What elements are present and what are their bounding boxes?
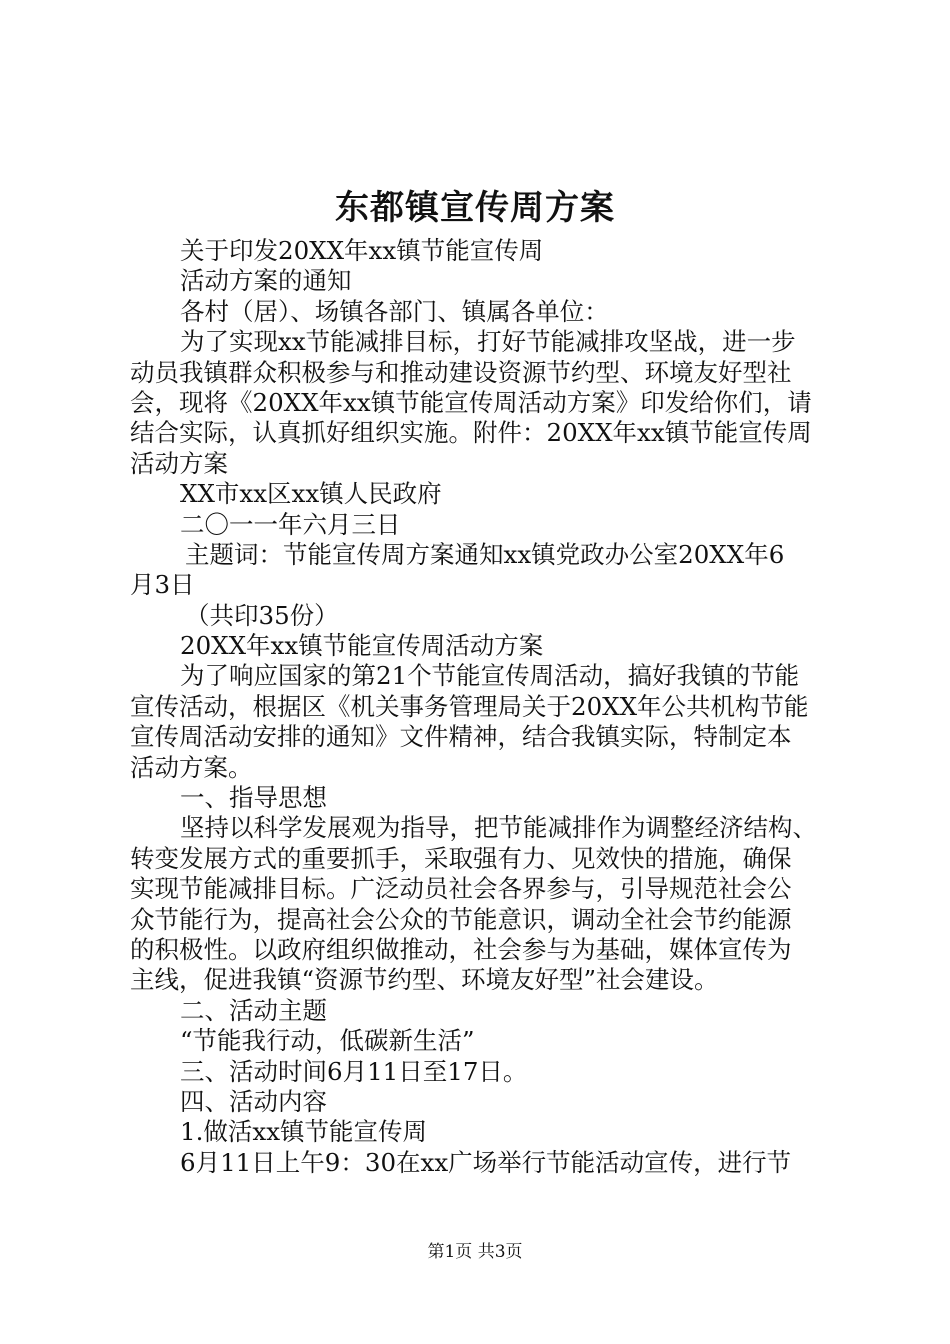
text-line: 各村（居）、场镇各部门、镇属各单位： — [180, 296, 609, 326]
section-heading: 二、活动主题 — [180, 995, 327, 1025]
text-line: 结合实际，认真抓好组织实施。附件：20XX年xx镇节能宣传周 — [130, 418, 812, 448]
text-line: 关于印发20XX年xx镇节能宣传周 — [180, 236, 544, 265]
text-line: 活动方案。 — [130, 752, 253, 782]
section-heading: 四、活动内容 — [180, 1086, 327, 1116]
subsection-heading: 1.做活xx镇节能宣传周 — [180, 1117, 428, 1147]
text-line: 的积极性。以政府组织做推动，社会参与为基础，媒体宣传为 — [130, 934, 792, 964]
text-line: （共印35份） — [185, 600, 339, 630]
text-line: “节能我行动，低碳新生活” — [180, 1026, 475, 1056]
text-line: 6月11日上午9：30在xx广场举行节能活动宣传，进行节 — [180, 1147, 792, 1177]
section-heading: 一、指导思想 — [180, 783, 327, 813]
text-line: 为了实现xx节能减排目标，打好节能减排攻坚战，进一步 — [180, 327, 796, 357]
text-line: 20XX年xx镇节能宣传周活动方案 — [180, 631, 544, 661]
page-footer: 第1页 共3页 — [427, 1242, 523, 1262]
text-line: XX市xx区xx镇人民政府 — [180, 479, 442, 509]
text-line: 主题词：节能宣传周方案通知xx镇党政办公室20XX年6 — [185, 539, 785, 569]
text-line: 月3日 — [130, 570, 195, 600]
text-line: 活动方案的通知 — [180, 266, 352, 296]
section-heading: 三、活动时间6月11日至17日。 — [180, 1056, 528, 1086]
document-body — [130, 236, 830, 1178]
text-line: 会，现将《20XX年xx镇节能宣传周活动方案》印发给你们，请 — [130, 387, 812, 417]
text-line: 宣传周活动安排的通知》文件精神，结合我镇实际，特制定本 — [130, 722, 792, 752]
text-line: 活动方案 — [130, 448, 228, 478]
text-line: 主线，促进我镇“资源节约型、环境友好型”社会建设。 — [130, 965, 719, 995]
text-line: 实现节能减排目标。广泛动员社会各界参与，引导规范社会公 — [130, 874, 792, 904]
text-line: 宣传活动，根据区《机关事务管理局关于20XX年公共机构节能 — [130, 691, 809, 721]
text-line: 为了响应国家的第21个节能宣传周活动，搞好我镇的节能 — [180, 661, 800, 691]
text-line: 转变发展方式的重要抓手，采取强有力、见效快的措施，确保 — [130, 843, 792, 873]
text-line: 动员我镇群众积极参与和推动建设资源节约型、环境友好型社 — [130, 357, 792, 387]
document-title: 东都镇宣传周方案 — [335, 188, 615, 228]
text-line: 众节能行为，提高社会公众的节能意识，调动全社会节约能源 — [130, 904, 792, 934]
text-line: 二〇一一年六月三日 — [180, 509, 401, 539]
text-line: 坚持以科学发展观为指导，把节能减排作为调整经济结构、 — [180, 813, 817, 843]
